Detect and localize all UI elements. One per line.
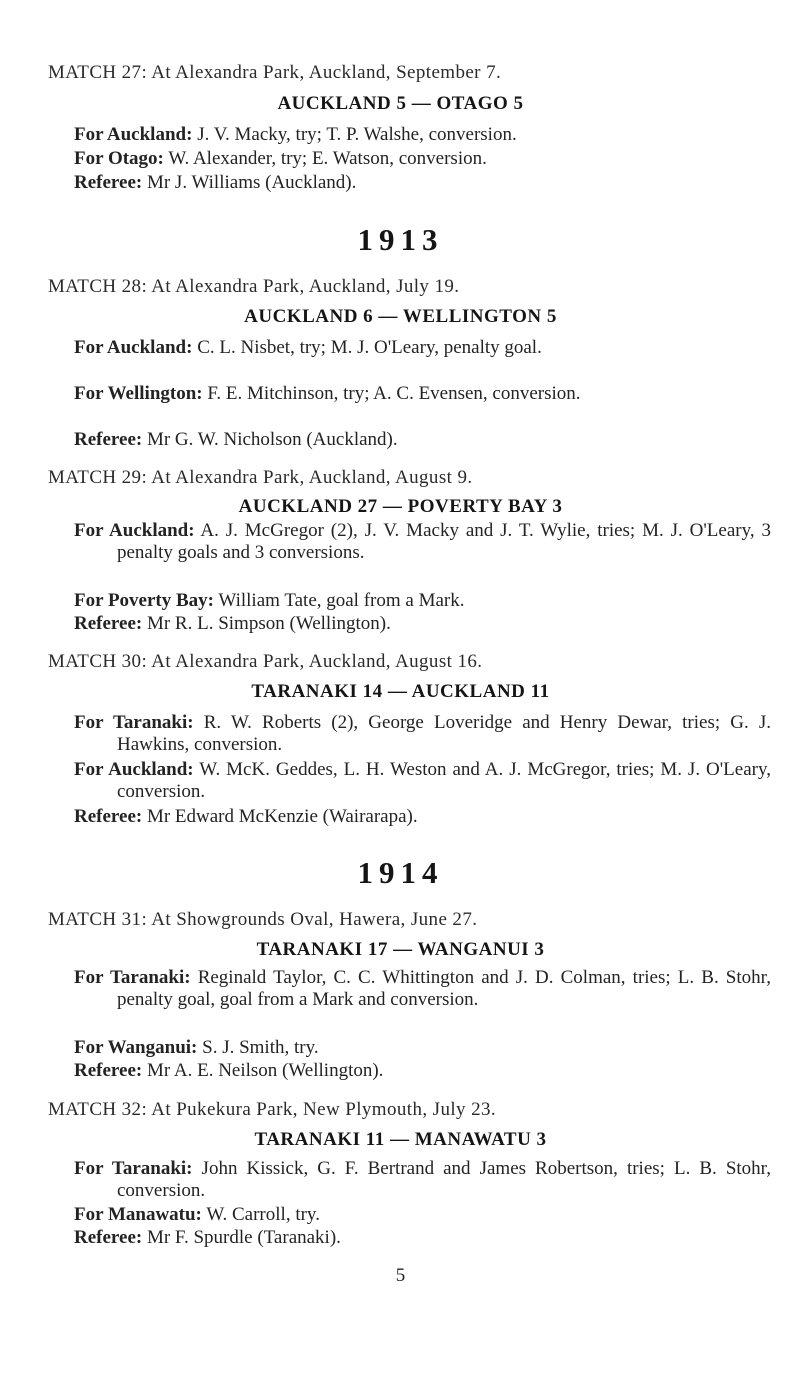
scorers-line <box>74 520 771 564</box>
match-score: AUCKLAND 5 — OTAGO 5 <box>277 93 524 114</box>
scorers-text: W. Carroll, try. <box>206 1204 320 1225</box>
match-header: MATCH 32: At Pukekura Park, New Plymouth, July 23. <box>48 1099 497 1120</box>
match-header: MATCH 30: At Alexandra Park, Auckland, August 16. <box>48 651 483 672</box>
match-score: TARANAKI 11 — MANAWATU 3 <box>254 1129 547 1150</box>
team-label: For Auckland: <box>74 124 193 145</box>
scorers-line <box>74 124 771 146</box>
match-header: MATCH 28: At Alexandra Park, Auckland, July 19. <box>48 276 460 297</box>
referee-text: Mr Edward McKenzie (Wairarapa). <box>146 806 418 827</box>
scorers-line <box>74 712 771 756</box>
scorers-line <box>74 383 771 405</box>
scorers-line <box>74 1037 771 1059</box>
scorers-text: William Tate, goal from a Mark. <box>218 590 465 611</box>
referee-label: Referee: <box>74 806 143 827</box>
team-label: For Auckland: <box>74 520 195 541</box>
year-heading: 1914 <box>357 855 444 890</box>
match-header: MATCH 27: At Alexandra Park, Auckland, September 7. <box>48 62 502 83</box>
referee-line <box>74 806 728 828</box>
referee-line <box>74 429 728 451</box>
referee-label: Referee: <box>74 1227 143 1248</box>
team-label: For Taranaki: <box>74 712 194 733</box>
team-label: For Auckland: <box>74 337 193 358</box>
match-score: TARANAKI 17 — WANGANUI 3 <box>256 939 545 960</box>
team-label: For Taranaki: <box>74 1158 193 1179</box>
referee-text: Mr G. W. Nicholson (Auckland). <box>146 429 398 450</box>
scorers-line <box>74 759 771 803</box>
scorers-line <box>74 967 771 1011</box>
scorers-text: W. Alexander, try; E. Watson, conversion. <box>168 148 487 169</box>
referee-text: Mr A. E. Neilson (Wellington). <box>146 1060 384 1081</box>
year-heading: 1913 <box>357 222 444 257</box>
scorers-text: W. McK. Geddes, L. H. Weston and A. J. McGregor, tries; M. J. O'Leary, conversion. <box>117 759 771 802</box>
team-label: For Wanganui: <box>74 1037 198 1058</box>
referee-label: Referee: <box>74 172 143 193</box>
match-score: AUCKLAND 6 — WELLINGTON 5 <box>244 306 557 327</box>
referee-text: Mr F. Spurdle (Taranaki). <box>146 1227 341 1248</box>
referee-label: Referee: <box>74 429 143 450</box>
match-score: AUCKLAND 27 — POVERTY BAY 3 <box>238 496 563 517</box>
match-header: MATCH 29: At Alexandra Park, Auckland, August 9. <box>48 467 473 488</box>
match-header: MATCH 31: At Showgrounds Oval, Hawera, June 27. <box>48 909 478 930</box>
team-label: For Otago: <box>74 148 164 169</box>
scorers-line <box>74 1204 771 1226</box>
team-label: For Wellington: <box>74 383 203 404</box>
team-label: For Manawatu: <box>74 1204 202 1225</box>
team-label: For Auckland: <box>74 759 194 780</box>
team-label: For Poverty Bay: <box>74 590 214 611</box>
page-number: 5 <box>395 1265 406 1286</box>
referee-line <box>74 613 728 635</box>
referee-line <box>74 172 728 194</box>
referee-text: Mr J. Williams (Auckland). <box>146 172 357 193</box>
scorers-text: J. V. Macky, try; T. P. Walshe, conversion. <box>197 124 517 145</box>
scorers-text: R. W. Roberts (2), George Loveridge and Henry Dewar, tries; G. J. Hawkins, conversion. <box>117 712 771 755</box>
referee-text: Mr R. L. Simpson (Wellington). <box>146 613 391 634</box>
scorers-line <box>74 148 771 170</box>
scorers-text: Reginald Taylor, C. C. Whittington and J. D. Colman, tries; L. B. Stohr, penalty goal, goal from a Mark and conversion. <box>117 967 771 1010</box>
referee-line <box>74 1227 728 1249</box>
scorers-line <box>74 1158 771 1202</box>
scorers-text: A. J. McGregor (2), J. V. Macky and J. T. Wylie, tries; M. J. O'Leary, 3 penalty goals and 3 conversions. <box>117 520 771 563</box>
referee-line <box>74 1060 728 1082</box>
scorers-line <box>74 337 771 359</box>
team-label: For Taranaki: <box>74 967 191 988</box>
scorers-line <box>74 590 771 612</box>
referee-label: Referee: <box>74 613 143 634</box>
referee-label: Referee: <box>74 1060 143 1081</box>
scorers-text: John Kissick, G. F. Bertrand and James Robertson, tries; L. B. Stohr, conversion. <box>117 1158 771 1201</box>
scorers-text: C. L. Nisbet, try; M. J. O'Leary, penalty goal. <box>197 337 542 358</box>
scorers-text: S. J. Smith, try. <box>202 1037 319 1058</box>
scorers-text: F. E. Mitchinson, try; A. C. Evensen, conversion. <box>207 383 581 404</box>
match-score: TARANAKI 14 — AUCKLAND 11 <box>251 681 550 702</box>
